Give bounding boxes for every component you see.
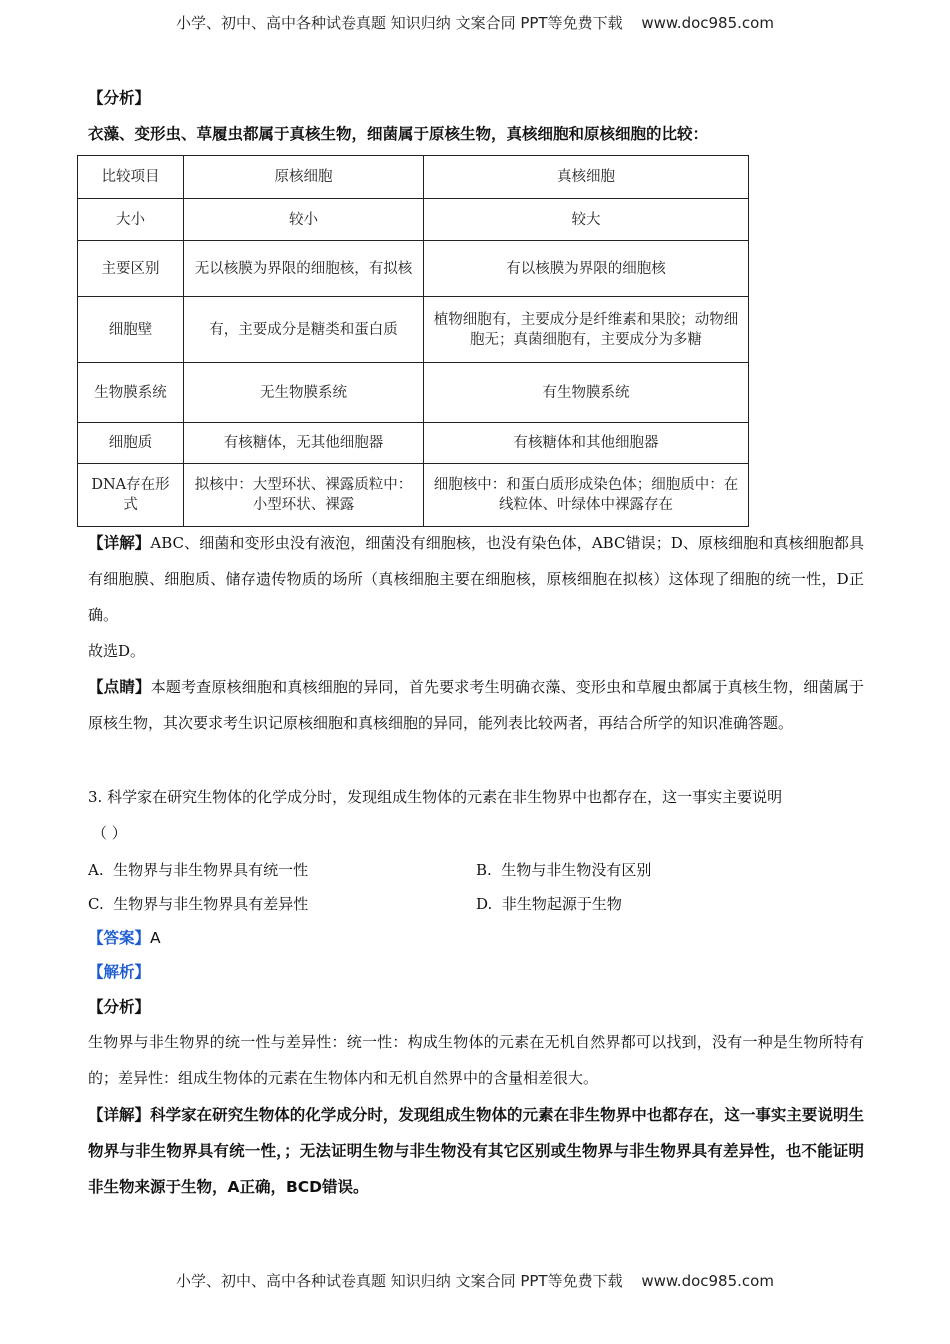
table-row: [78, 297, 749, 363]
table-cell: 有以核膜为界限的细胞核: [424, 241, 749, 297]
table-cell: 有生物膜系统: [424, 363, 749, 423]
detail2-text: 科学家在研究生物体的化学成分时，发现组成生物体的元素在非生物界中也都存在，这一事实主要说明生物界与非生物界具有统一性，；无法证明生物与非生物没有其它区别或生物界与非生物界具有差异性，也不能证明非生物来源于生物，A正确，BCD错误。: [88, 1106, 864, 1196]
answer-value: A: [150, 929, 161, 947]
detail-conclusion: 故选D。: [88, 642, 146, 660]
option-d: [476, 893, 622, 914]
option-a: [88, 859, 308, 880]
option-text: 生物界与非生物界具有统一性: [113, 861, 309, 879]
footer-url[interactable]: www.doc985.com: [641, 1272, 774, 1290]
option-text: 生物界与非生物界具有差异性: [113, 895, 309, 913]
table-row: [78, 464, 749, 527]
table-cell: 无以核膜为界限的细胞核，有拟核: [184, 241, 424, 297]
table-cell: 较小: [184, 199, 424, 241]
header-url[interactable]: www.doc985.com: [641, 14, 774, 32]
table-header-cell: 真核细胞: [424, 156, 749, 199]
detail-label: 【详解】: [88, 534, 151, 552]
table-header-row: [78, 156, 749, 199]
table-cell: 有，主要成分是糖类和蛋白质: [184, 297, 424, 363]
option-text: 非生物起源于生物: [501, 895, 622, 913]
jiexi-label: 【解析】: [88, 963, 151, 981]
detail2-label: 【详解】: [88, 1106, 151, 1124]
table-row: [78, 241, 749, 297]
footer-text: 小学、初中、高中各种试卷真题 知识归纳 文案合同 PPT等免费下载: [176, 1272, 623, 1290]
analysis-intro: 衣藻、变形虫、草履虫都属于真核生物，细菌属于原核生物，真核细胞和原核细胞的比较：: [88, 125, 709, 143]
page-header: [0, 12, 950, 33]
table-cell: 植物细胞有，主要成分是纤维素和果胶；动物细胞无；真菌细胞有，主要成分为多糖: [424, 297, 749, 363]
table-cell: 主要区别: [78, 241, 184, 297]
table-cell: 有核糖体和其他细胞器: [424, 423, 749, 464]
table-row: [78, 363, 749, 423]
detail-paragraph: [88, 525, 864, 633]
option-b: [476, 859, 651, 880]
detail2-paragraph: [88, 1097, 864, 1205]
table-cell: 生物膜系统: [78, 363, 184, 423]
question-stem: 3. 科学家在研究生物体的化学成分时，发现组成生物体的元素在非生物界中也都存在，这一事实主要说明: [88, 788, 783, 806]
table-row: [78, 423, 749, 464]
option-letter: A.: [88, 861, 104, 879]
analysis2-heading: 【分析】: [88, 998, 151, 1016]
table-cell: 有核糖体，无其他细胞器: [184, 423, 424, 464]
answer-label: 【答案】: [88, 929, 151, 947]
table-cell: 细胞质: [78, 423, 184, 464]
table-cell: 较大: [424, 199, 749, 241]
analysis-heading: 【分析】: [88, 89, 151, 107]
table-cell: DNA存在形式: [78, 464, 184, 527]
table-row: [78, 199, 749, 241]
detail-text: ABC、细菌和变形虫没有液泡，细菌没有细胞核，也没有染色体，ABC错误；D、原核细胞和真核细胞都具有细胞膜、细胞质、储存遗传物质的场所（真核细胞主要在细胞核，原核细胞在拟核）这体现了细胞的统一性，D正确。: [88, 534, 864, 624]
option-letter: D.: [476, 895, 493, 913]
table-cell: 拟核中：大型环状、裸露质粒中：小型环状、裸露: [184, 464, 424, 527]
table-cell: 无生物膜系统: [184, 363, 424, 423]
comment-paragraph: [88, 669, 864, 741]
table-cell: 细胞核中：和蛋白质形成染色体；细胞质中：在线粒体、叶绿体中裸露存在: [424, 464, 749, 527]
option-c: [88, 893, 308, 914]
comparison-table: [77, 155, 749, 527]
table-cell: 细胞壁: [78, 297, 184, 363]
comment-label: 【点睛】: [88, 678, 151, 696]
comment-text: 本题考查原核细胞和真核细胞的异同，首先要求考生明确衣藻、变形虫和草履虫都属于真核生物，细菌属于原核生物，其次要求考生识记原核细胞和真核细胞的异同，能列表比较两者，再结合所学的知识准确答题。: [88, 678, 864, 732]
analysis2-text: 生物界与非生物界的统一性与差异性：统一性：构成生物体的元素在无机自然界都可以找到，没有一种是生物所特有的；差异性：组成生物体的元素在生物体内和无机自然界中的含量相差很大。: [88, 1033, 864, 1087]
page-footer: [0, 1270, 950, 1291]
answer-line: [88, 920, 161, 956]
header-text: 小学、初中、高中各种试卷真题 知识归纳 文案合同 PPT等免费下载: [176, 14, 623, 32]
table-cell: 大小: [78, 199, 184, 241]
option-letter: C.: [88, 895, 104, 913]
table-header-cell: 比较项目: [78, 156, 184, 199]
option-letter: B.: [476, 861, 492, 879]
option-text: 生物与非生物没有区别: [501, 861, 652, 879]
table-header-cell: 原核细胞: [184, 156, 424, 199]
question-paren: （ ）: [92, 824, 127, 842]
